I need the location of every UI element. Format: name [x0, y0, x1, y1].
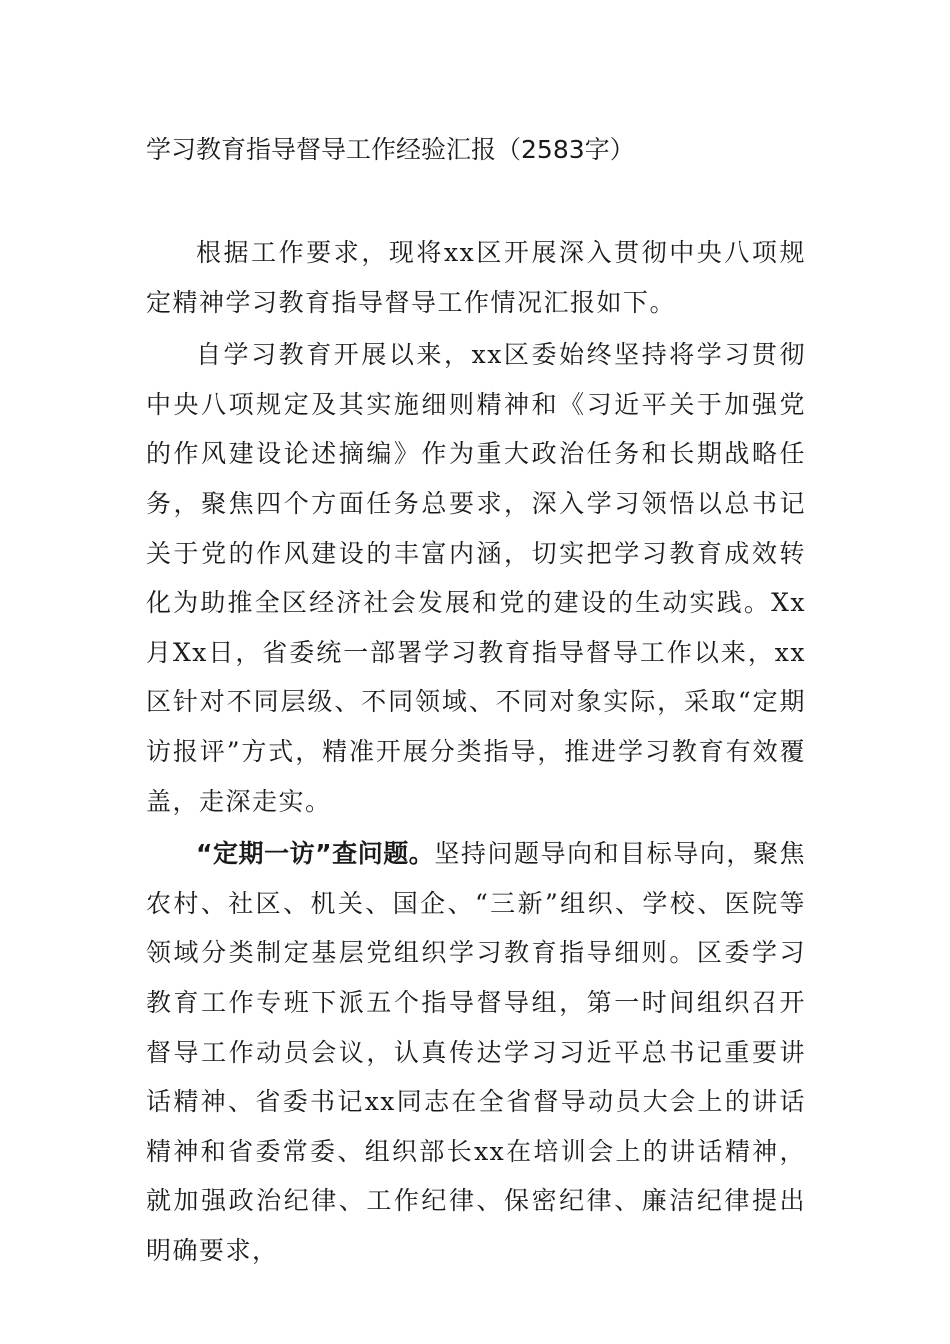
- document-title: 学习教育指导督导工作经验汇报（2583字）: [146, 135, 635, 164]
- paragraph-background: [146, 330, 806, 826]
- document-body: [146, 228, 806, 1275]
- paragraph-intro: [146, 228, 806, 327]
- paragraph-text: 坚持问题导向和目标导向，聚焦农村、社区、机关、国企、“三新”组织、学校、医院等领域分类制定基层党组织学习教育指导细则。区委学习教育工作专班下派五个指导督导组，第一时间组织召开督导工作动员会议，认真传达学习习近平总书记重要讲话精神、省委书记xx同志在全省督导动员大会上的讲话精神和省委常委、组织部长xx在培训会上的讲话精神，就加强政治纪律、工作纪律、保密纪律、廉洁纪律提出明确要求，: [146, 839, 806, 1265]
- paragraph-regular-visit: [146, 829, 806, 1275]
- paragraph-text: 根据工作要求，现将xx区开展深入贯彻中央八项规定精神学习教育指导督导工作情况汇报如下。: [146, 238, 806, 317]
- paragraph-lead-heading: “定期一访”查问题。: [196, 839, 435, 869]
- paragraph-text: 自学习教育开展以来，xx区委始终坚持将学习贯彻中央八项规定及其实施细则精神和《习近平关于加强党的作风建设论述摘编》作为重大政治任务和长期战略任务，聚焦四个方面任务总要求，深入学习领悟以总书记关于党的作风建设的丰富内涵，切实把学习教育成效转化为助推全区经济社会发展和党的建设的生动实践。Xx月Xx日，省委统一部署学习教育指导督导工作以来，xx区针对不同层级、不同领域、不同对象实际，采取“定期访报评”方式，精准开展分类指导，推进学习教育有效覆盖，走深走实。: [146, 340, 806, 816]
